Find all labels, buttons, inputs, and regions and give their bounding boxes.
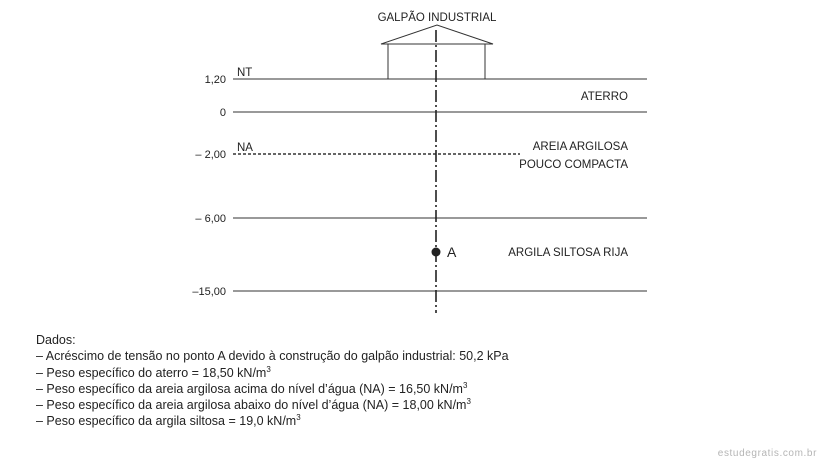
exponent: 3	[466, 397, 471, 407]
building-label: GALPÃO INDUSTRIAL	[377, 12, 497, 24]
na-label: NA	[237, 142, 253, 154]
point-a-label: A	[447, 244, 457, 260]
layer-areia-label-line2: POUCO COMPACTA	[519, 159, 628, 171]
shed-roof	[381, 25, 493, 44]
given-data-item-stress-increment: – Acréscimo de tensão no ponto A devido à construção do galpão industrial: 50,2 kPa	[36, 349, 509, 364]
given-data-title: Dados:	[36, 333, 76, 347]
item-text: – Peso específico da areia argilosa acima do nível d’água (NA) = 16,50 kN/m	[36, 381, 463, 396]
layer-aterro-label: ATERRO	[580, 91, 628, 103]
given-data-item-argila-weight	[36, 413, 509, 429]
elevation-label-minus-15: –15,00	[192, 286, 226, 298]
item-text: – Peso específico do aterro = 18,50 kN/m	[36, 365, 267, 380]
layer-areia-label-line1: AREIA ARGILOSA	[532, 141, 628, 153]
given-data-item-areia-below-na	[36, 397, 509, 413]
elevation-label-1-20: 1,20	[204, 74, 226, 86]
item-text: – Peso específico da argila siltosa = 19,0 kN/m	[36, 414, 297, 429]
nt-label: NT	[237, 67, 253, 79]
given-data-item-areia-above-na	[36, 381, 509, 397]
layer-argila-label: ARGILA SILTOSA RIJA	[508, 247, 628, 259]
industrial-shed	[381, 25, 493, 79]
given-data-block	[36, 332, 509, 430]
exponent: 3	[266, 364, 271, 374]
given-data-item-aterro-weight	[36, 365, 509, 381]
exponent: 3	[296, 413, 301, 423]
elevation-label-minus-6: – 6,00	[195, 213, 226, 225]
elevation-label-minus-2: – 2,00	[195, 149, 226, 161]
point-a-marker	[432, 248, 441, 257]
exponent: 3	[462, 380, 468, 390]
watermark: estudegratis.com.br	[717, 448, 817, 459]
item-text: – Peso específico da areia argilosa abaixo do nível d’água (NA) = 18,00 kN/m	[36, 398, 467, 413]
elevation-label-0: 0	[219, 107, 226, 119]
